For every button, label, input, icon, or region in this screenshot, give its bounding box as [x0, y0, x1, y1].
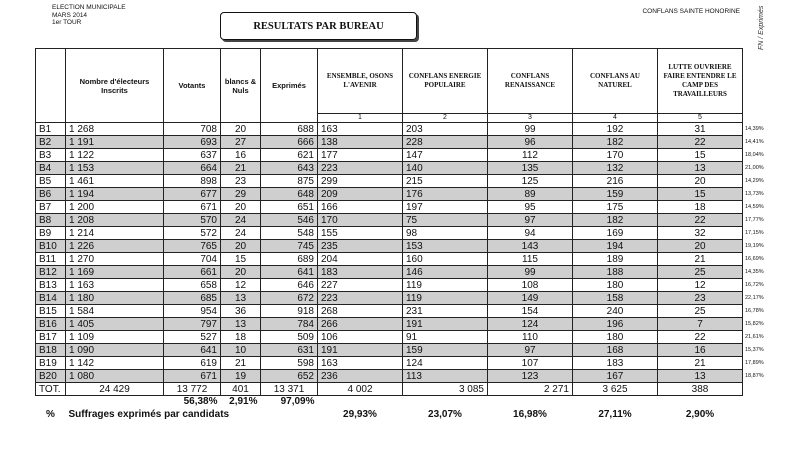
total-inscrits: 24 429: [66, 383, 164, 396]
header-line-date: MARS 2014: [52, 11, 88, 19]
list-1-number: 1: [318, 114, 403, 123]
list-3-number: 3: [488, 114, 573, 123]
list-5-cell: 16: [658, 344, 743, 357]
votants-cell: 898: [164, 175, 221, 188]
exprimes-cell: 918: [261, 305, 318, 318]
bureau-cell: B3: [36, 149, 66, 162]
table-row: [36, 253, 758, 266]
exprimes-cell: 689: [261, 253, 318, 266]
exprimes-cell: 666: [261, 136, 318, 149]
list-1-cell: 166: [318, 201, 403, 214]
exprimes-cell: 509: [261, 331, 318, 344]
inscrits-cell: 1 584: [66, 305, 164, 318]
pct-col-header: [743, 49, 758, 123]
list-3-cell: 110: [488, 331, 573, 344]
list-1-cell: 183: [318, 266, 403, 279]
bureau-cell: B18: [36, 344, 66, 357]
list-2-cell: 228: [403, 136, 488, 149]
list-1-cell: 209: [318, 188, 403, 201]
list-4-cell: 196: [573, 318, 658, 331]
fn-percent-cell: 16,78%: [743, 305, 758, 318]
exprimes-cell: 688: [261, 123, 318, 136]
list-3-cell: 97: [488, 344, 573, 357]
list-2-cell: 91: [403, 331, 488, 344]
list-4-cell: 159: [573, 188, 658, 201]
table-row: [36, 331, 758, 344]
inscrits-cell: 1 090: [66, 344, 164, 357]
total-list-4: 3 625: [573, 383, 658, 396]
list-3-cell: 154: [488, 305, 573, 318]
handwritten-note: FN / Exprimés: [758, 5, 765, 50]
inscrits-cell: 1 200: [66, 201, 164, 214]
list-4-cell: 180: [573, 279, 658, 292]
bureau-cell: B1: [36, 123, 66, 136]
list-4-cell: 216: [573, 175, 658, 188]
blancs-cell: 24: [221, 227, 261, 240]
exprimes-cell: 875: [261, 175, 318, 188]
inscrits-cell: 1 194: [66, 188, 164, 201]
page-title: RESULTATS PAR BUREAU: [220, 12, 417, 40]
bureau-cell: B16: [36, 318, 66, 331]
inscrits-header: Nombre d'électeurs Inscrits: [66, 49, 164, 123]
fn-percent-cell: 19,19%: [743, 240, 758, 253]
fn-percent-cell: 14,39%: [743, 123, 758, 136]
list-4-cell: 175: [573, 201, 658, 214]
bureau-cell: B19: [36, 357, 66, 370]
list-3-cell: 89: [488, 188, 573, 201]
sub-percent-row: [36, 396, 758, 408]
list-4-cell: 240: [573, 305, 658, 318]
table-row: [36, 227, 758, 240]
list-3-cell: 95: [488, 201, 573, 214]
list-1-cell: 227: [318, 279, 403, 292]
total-list-5: 388: [658, 383, 743, 396]
exprimes-cell: 641: [261, 266, 318, 279]
exprimes-cell: 646: [261, 279, 318, 292]
votants-cell: 671: [164, 201, 221, 214]
fn-percent-cell: 14,41%: [743, 136, 758, 149]
list-1-cell: 235: [318, 240, 403, 253]
table-row: [36, 292, 758, 305]
list-3-cell: 96: [488, 136, 573, 149]
blancs-cell: 20: [221, 240, 261, 253]
list-5-cell: 22: [658, 136, 743, 149]
exprimes-cell: 546: [261, 214, 318, 227]
list-1-cell: 138: [318, 136, 403, 149]
list-5-cell: 13: [658, 162, 743, 175]
list-1-cell: 191: [318, 344, 403, 357]
footer-value-5: 2,90%: [685, 408, 715, 420]
votants-cell: 661: [164, 266, 221, 279]
blancs-cell: 10: [221, 344, 261, 357]
total-blancs: 401: [221, 383, 261, 396]
blancs-cell: 20: [221, 266, 261, 279]
list-3-header: CONFLANS RENAISSANCE: [488, 49, 573, 114]
list-2-cell: 147: [403, 149, 488, 162]
total-exprimes: 13 371: [261, 383, 318, 396]
blancs-cell: 27: [221, 136, 261, 149]
table-row: [36, 214, 758, 227]
list-4-cell: 183: [573, 357, 658, 370]
fn-percent-cell: 14,29%: [743, 175, 758, 188]
exprimes-header: Exprimés: [261, 49, 318, 123]
list-5-number: 5: [658, 114, 743, 123]
list-5-cell: 7: [658, 318, 743, 331]
list-5-cell: 21: [658, 357, 743, 370]
blancs-cell: 24: [221, 214, 261, 227]
blancs-cell: 16: [221, 149, 261, 162]
blancs-header: blancs & Nuls: [221, 49, 261, 123]
list-3-cell: 99: [488, 123, 573, 136]
votants-percent: 56,38%: [183, 396, 218, 407]
list-2-header: CONFLANS ENERGIE POPULAIRE: [403, 49, 488, 114]
table-row: [36, 279, 758, 292]
bureau-cell: B4: [36, 162, 66, 175]
list-5-cell: 20: [658, 240, 743, 253]
list-2-cell: 176: [403, 188, 488, 201]
blancs-cell: 20: [221, 123, 261, 136]
footer-value-4: 27,11%: [598, 408, 632, 420]
fn-percent-cell: 21,00%: [743, 162, 758, 175]
inscrits-cell: 1 214: [66, 227, 164, 240]
fn-percent-cell: 18,04%: [743, 149, 758, 162]
exprimes-cell: 652: [261, 370, 318, 383]
bureau-cell: B2: [36, 136, 66, 149]
fn-percent-cell: 16,69%: [743, 253, 758, 266]
list-4-cell: 168: [573, 344, 658, 357]
list-1-cell: 236: [318, 370, 403, 383]
inscrits-cell: 1 268: [66, 123, 164, 136]
list-3-cell: 115: [488, 253, 573, 266]
blancs-cell: 21: [221, 357, 261, 370]
blancs-cell: 12: [221, 279, 261, 292]
header-left: [52, 4, 126, 27]
list-3-cell: 149: [488, 292, 573, 305]
list-2-cell: 153: [403, 240, 488, 253]
list-4-header: CONFLANS AU NATUREL: [573, 49, 658, 114]
list-2-cell: 75: [403, 214, 488, 227]
results-body: [36, 123, 764, 383]
blancs-cell: 36: [221, 305, 261, 318]
votants-cell: 572: [164, 227, 221, 240]
list-5-cell: 23: [658, 292, 743, 305]
fn-percent-cell: 15,37%: [743, 344, 758, 357]
bureau-cell: B17: [36, 331, 66, 344]
list-2-cell: 146: [403, 266, 488, 279]
list-3-cell: 143: [488, 240, 573, 253]
list-3-cell: 112: [488, 149, 573, 162]
blancs-cell: 18: [221, 331, 261, 344]
inscrits-cell: 1 109: [66, 331, 164, 344]
list-4-cell: 189: [573, 253, 658, 266]
list-5-cell: 20: [658, 175, 743, 188]
votants-header: Votants: [164, 49, 221, 123]
list-1-cell: 204: [318, 253, 403, 266]
footer-value-1: 29,93%: [343, 408, 377, 420]
list-4-cell: 169: [573, 227, 658, 240]
blancs-cell: 13: [221, 318, 261, 331]
bureau-cell: B13: [36, 279, 66, 292]
bureau-cell: B8: [36, 214, 66, 227]
exprimes-cell: 651: [261, 201, 318, 214]
bureau-cell: B7: [36, 201, 66, 214]
votants-cell: 619: [164, 357, 221, 370]
list-4-cell: 188: [573, 266, 658, 279]
list-2-cell: 140: [403, 162, 488, 175]
table-row: [36, 162, 758, 175]
blancs-cell: 19: [221, 370, 261, 383]
votants-cell: 570: [164, 214, 221, 227]
fn-percent-cell: 13,73%: [743, 188, 758, 201]
list-5-cell: 13: [658, 370, 743, 383]
table-row: [36, 149, 758, 162]
inscrits-cell: 1 191: [66, 136, 164, 149]
list-2-cell: 160: [403, 253, 488, 266]
list-2-cell: 119: [403, 279, 488, 292]
list-5-cell: 25: [658, 305, 743, 318]
list-2-cell: 215: [403, 175, 488, 188]
list-3-cell: 123: [488, 370, 573, 383]
list-4-cell: 170: [573, 149, 658, 162]
votants-cell: 677: [164, 188, 221, 201]
votants-cell: 637: [164, 149, 221, 162]
blancs-cell: 21: [221, 162, 261, 175]
table-row: [36, 123, 758, 136]
fn-percent-cell: 14,35%: [743, 266, 758, 279]
header-line-round: 1er TOUR: [52, 19, 82, 26]
exprimes-cell: 621: [261, 149, 318, 162]
table-row: [36, 136, 758, 149]
inscrits-cell: 1 461: [66, 175, 164, 188]
list-5-cell: 31: [658, 123, 743, 136]
list-5-cell: 32: [658, 227, 743, 240]
table-row: [36, 188, 758, 201]
list-1-cell: 223: [318, 162, 403, 175]
table-row: [36, 370, 758, 383]
table-row: [36, 266, 758, 279]
exprimes-percent: 97,09%: [280, 396, 315, 407]
list-4-cell: 180: [573, 331, 658, 344]
table-row: [36, 175, 758, 188]
votants-cell: 671: [164, 370, 221, 383]
list-5-cell: 21: [658, 253, 743, 266]
list-1-header: ENSEMBLE, OSONS L'AVENIR: [318, 49, 403, 114]
list-5-cell: 25: [658, 266, 743, 279]
list-5-header: LUTTE OUVRIERE FAIRE ENTENDRE LE CAMP DES TRAVAILLEURS: [658, 49, 743, 114]
list-2-number: 2: [403, 114, 488, 123]
inscrits-cell: 1 142: [66, 357, 164, 370]
fn-percent-cell: 18,87%: [743, 370, 758, 383]
list-2-cell: 119: [403, 292, 488, 305]
list-1-cell: 106: [318, 331, 403, 344]
votants-cell: 685: [164, 292, 221, 305]
table-row: [36, 305, 758, 318]
inscrits-cell: 1 208: [66, 214, 164, 227]
list-4-cell: 158: [573, 292, 658, 305]
list-1-cell: 163: [318, 357, 403, 370]
list-5-cell: 18: [658, 201, 743, 214]
fn-percent-cell: 17,77%: [743, 214, 758, 227]
fn-percent-cell: 16,72%: [743, 279, 758, 292]
exprimes-cell: 648: [261, 188, 318, 201]
blancs-cell: 29: [221, 188, 261, 201]
total-list-2: 3 085: [403, 383, 488, 396]
list-3-cell: 99: [488, 266, 573, 279]
list-1-cell: 177: [318, 149, 403, 162]
votants-cell: 693: [164, 136, 221, 149]
list-3-cell: 94: [488, 227, 573, 240]
list-4-cell: 182: [573, 214, 658, 227]
list-1-cell: 299: [318, 175, 403, 188]
list-2-cell: 197: [403, 201, 488, 214]
table-row: [36, 357, 758, 370]
list-1-cell: 268: [318, 305, 403, 318]
bureau-cell: B5: [36, 175, 66, 188]
fn-percent-cell: 17,89%: [743, 357, 758, 370]
exprimes-cell: 643: [261, 162, 318, 175]
votants-cell: 641: [164, 344, 221, 357]
exprimes-cell: 548: [261, 227, 318, 240]
total-list-1: 4 002: [318, 383, 403, 396]
blancs-percent: 2,91%: [229, 396, 258, 407]
blancs-cell: 13: [221, 292, 261, 305]
bureau-cell: B6: [36, 188, 66, 201]
bureau-cell: B15: [36, 305, 66, 318]
header-right: CONFLANS SAINTE HONORINE: [642, 8, 740, 15]
total-label: TOT.: [36, 383, 66, 396]
exprimes-cell: 784: [261, 318, 318, 331]
inscrits-cell: 1 122: [66, 149, 164, 162]
list-2-cell: 191: [403, 318, 488, 331]
total-votants: 13 772: [164, 383, 221, 396]
list-5-cell: 22: [658, 214, 743, 227]
list-4-number: 4: [573, 114, 658, 123]
bureau-cell: B9: [36, 227, 66, 240]
list-3-cell: 135: [488, 162, 573, 175]
inscrits-cell: 1 226: [66, 240, 164, 253]
votants-cell: 954: [164, 305, 221, 318]
bureau-col-header: [36, 49, 66, 123]
exprimes-cell: 598: [261, 357, 318, 370]
footer-value-2: 23,07%: [428, 408, 462, 420]
list-4-cell: 167: [573, 370, 658, 383]
total-row: [36, 383, 758, 396]
inscrits-cell: 1 163: [66, 279, 164, 292]
list-1-cell: 163: [318, 123, 403, 136]
header-line-election: ELECTION MUNICIPALE: [52, 4, 126, 11]
list-4-cell: 192: [573, 123, 658, 136]
list-1-cell: 155: [318, 227, 403, 240]
bureau-cell: B12: [36, 266, 66, 279]
results-table: [35, 48, 764, 421]
header-row: [36, 49, 758, 114]
list-1-cell: 266: [318, 318, 403, 331]
list-5-cell: 15: [658, 149, 743, 162]
votants-cell: 765: [164, 240, 221, 253]
table-row: [36, 344, 758, 357]
fn-percent-cell: 21,61%: [743, 331, 758, 344]
votants-cell: 527: [164, 331, 221, 344]
exprimes-cell: 745: [261, 240, 318, 253]
list-3-cell: 125: [488, 175, 573, 188]
fn-percent-cell: 17,15%: [743, 227, 758, 240]
fn-percent-cell: 14,59%: [743, 201, 758, 214]
bureau-cell: B11: [36, 253, 66, 266]
list-2-cell: 98: [403, 227, 488, 240]
list-5-cell: 12: [658, 279, 743, 292]
footer-value-3: 16,98%: [513, 408, 547, 420]
footer-row: [36, 407, 758, 421]
list-3-cell: 107: [488, 357, 573, 370]
inscrits-cell: 1 270: [66, 253, 164, 266]
table-row: [36, 240, 758, 253]
list-2-cell: 113: [403, 370, 488, 383]
votants-cell: 708: [164, 123, 221, 136]
list-1-cell: 170: [318, 214, 403, 227]
footer-label: Suffrages exprimés par candidats: [68, 408, 230, 420]
list-5-cell: 22: [658, 331, 743, 344]
inscrits-cell: 1 169: [66, 266, 164, 279]
list-3-cell: 97: [488, 214, 573, 227]
list-1-cell: 223: [318, 292, 403, 305]
bureau-cell: B20: [36, 370, 66, 383]
inscrits-cell: 1 080: [66, 370, 164, 383]
bureau-cell: B10: [36, 240, 66, 253]
exprimes-cell: 631: [261, 344, 318, 357]
bureau-cell: B14: [36, 292, 66, 305]
fn-percent-cell: 15,82%: [743, 318, 758, 331]
list-2-cell: 124: [403, 357, 488, 370]
blancs-cell: 23: [221, 175, 261, 188]
list-3-cell: 108: [488, 279, 573, 292]
votants-cell: 658: [164, 279, 221, 292]
list-2-cell: 203: [403, 123, 488, 136]
list-4-cell: 182: [573, 136, 658, 149]
exprimes-cell: 672: [261, 292, 318, 305]
votants-cell: 664: [164, 162, 221, 175]
inscrits-cell: 1 153: [66, 162, 164, 175]
table-row: [36, 318, 758, 331]
list-3-cell: 124: [488, 318, 573, 331]
inscrits-cell: 1 180: [66, 292, 164, 305]
list-5-cell: 15: [658, 188, 743, 201]
fn-percent-cell: 22,17%: [743, 292, 758, 305]
blancs-cell: 20: [221, 201, 261, 214]
votants-cell: 797: [164, 318, 221, 331]
footer-symbol: %: [46, 408, 55, 420]
list-4-cell: 132: [573, 162, 658, 175]
inscrits-cell: 1 405: [66, 318, 164, 331]
votants-cell: 704: [164, 253, 221, 266]
total-list-3: 2 271: [488, 383, 573, 396]
table-row: [36, 201, 758, 214]
list-2-cell: 231: [403, 305, 488, 318]
blancs-cell: 15: [221, 253, 261, 266]
list-4-cell: 194: [573, 240, 658, 253]
list-2-cell: 159: [403, 344, 488, 357]
